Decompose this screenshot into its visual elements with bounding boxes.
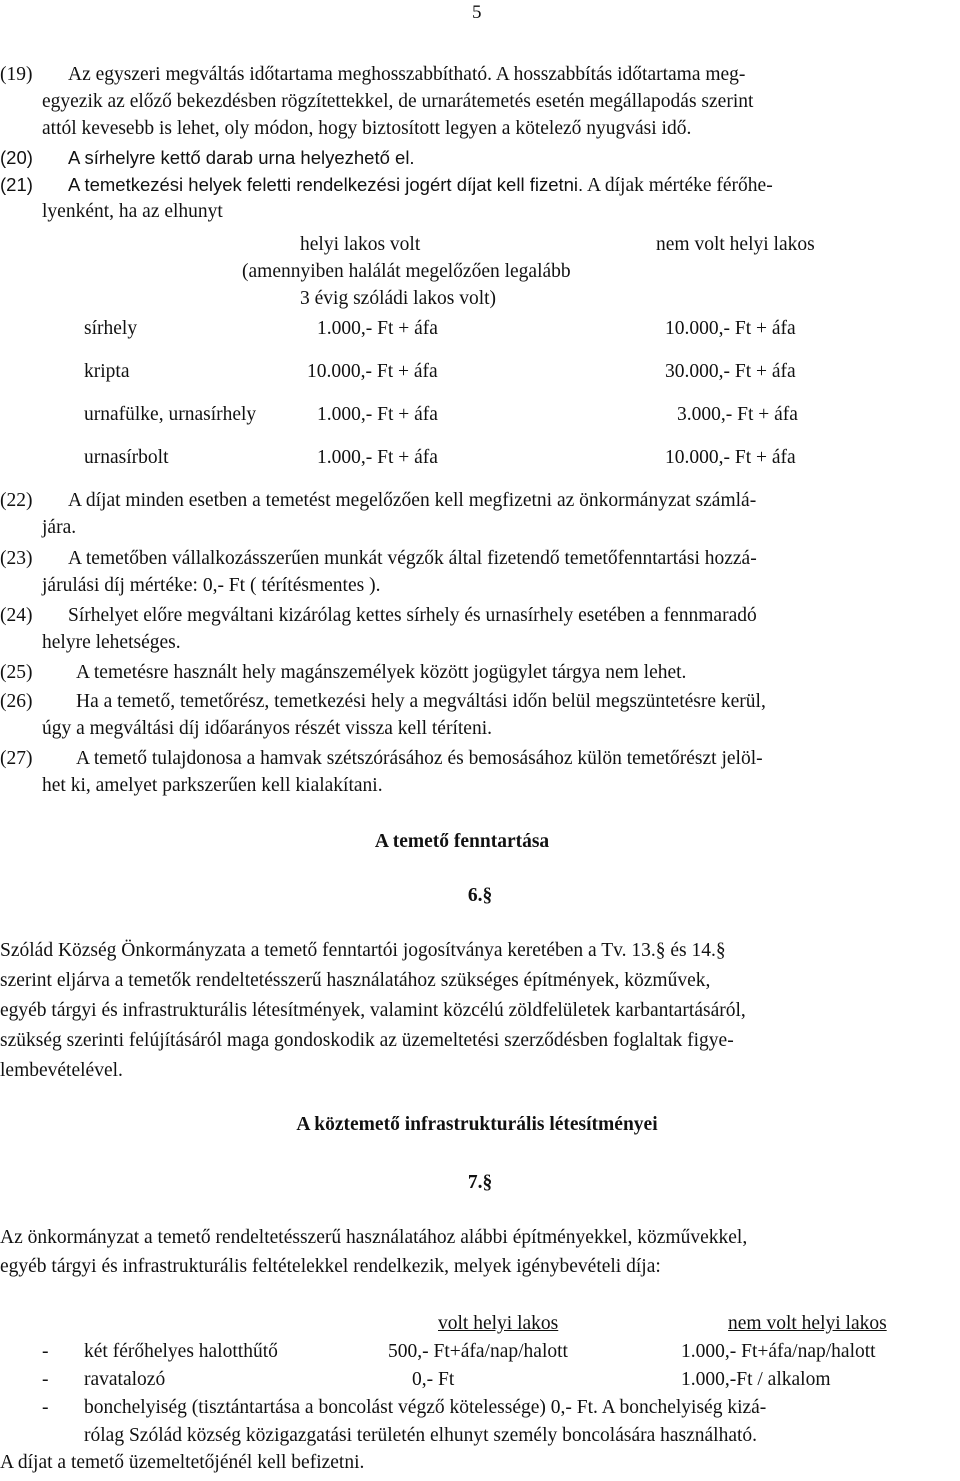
body-line: Az önkormányzat a temető rendeltetésszerű használatához alábbi építményekkel, közművekkel, xyxy=(0,1227,748,1248)
para-number: (25) xyxy=(0,662,33,683)
row-local-fee: 1.000,- Ft + áfa xyxy=(317,318,438,339)
para-line: lyenként, ha az elhunyt xyxy=(42,201,223,222)
para-line: jára. xyxy=(42,517,77,538)
item-label: ravatalozó xyxy=(84,1369,166,1390)
item-local-fee: 500,- Ft+áfa/nap/halott xyxy=(388,1341,568,1362)
para-line: járulási díj mértéke: 0,- Ft ( térítésmentes ). xyxy=(42,575,381,596)
para-number: (27) xyxy=(0,748,33,769)
row-nonlocal-fee: 30.000,- Ft + áfa xyxy=(665,361,796,382)
item-label: két férőhelyes halotthűtő xyxy=(84,1341,278,1362)
section-number: 7.§ xyxy=(467,1172,493,1193)
row-label: sírhely xyxy=(84,318,138,339)
item-dash: - xyxy=(42,1341,49,1362)
col-header-note: (amennyiben halálát megelőzően legalább xyxy=(242,261,571,282)
body-line: lembevételével. xyxy=(0,1060,123,1081)
col-header-nonlocal: nem volt helyi lakos xyxy=(728,1313,887,1334)
para-number: (20) xyxy=(0,147,33,168)
para-number: (22) xyxy=(0,490,33,511)
body-line: szerint eljárva a temetők rendeltetésszerű használatához szükséges építmények, közművek, xyxy=(0,970,711,991)
col-header-local: volt helyi lakos xyxy=(438,1313,559,1334)
para-line: A temető tulajdonosa a hamvak szétszórásához és bemosásához külön temetőrészt jelöl- xyxy=(76,748,763,769)
section-number: 6.§ xyxy=(467,885,493,906)
para-number: (23) xyxy=(0,548,33,569)
section-title: A köztemető infrastrukturális létesítményei xyxy=(296,1114,658,1135)
row-nonlocal-fee: 3.000,- Ft + áfa xyxy=(677,404,798,425)
para-line: het ki, amelyet parkszerűen kell kialakítani. xyxy=(42,775,383,796)
closing-line: A díjat a temető üzemeltetőjénél kell befizetni. xyxy=(0,1452,365,1473)
item-dash: - xyxy=(42,1397,49,1418)
row-local-fee: 1.000,- Ft + áfa xyxy=(317,447,438,468)
para-line: A temetőben vállalkozásszerűen munkát végzők által fizetendő temetőfenntartási hozzá- xyxy=(68,548,757,569)
para-line: A díjak mértéke férőhe- xyxy=(583,175,773,196)
para-number: (21) xyxy=(0,174,33,195)
row-label: urnasírbolt xyxy=(84,447,169,468)
section-title: A temető fenntartása xyxy=(374,831,550,852)
item-label: bonchelyiség (tisztántartása a boncolást végző kötelessége) 0,- Ft. A bonchelyiség kizá- xyxy=(84,1397,767,1418)
item-nonlocal-fee: 1.000,- Ft+áfa/nap/halott xyxy=(681,1341,876,1362)
page-number: 5 xyxy=(472,2,482,23)
item-local-fee: 0,- Ft xyxy=(412,1369,455,1390)
para-line: attól kevesebb is lehet, oly módon, hogy biztosított legyen a kötelező nyugvási idő. xyxy=(42,118,692,139)
row-label: kripta xyxy=(84,361,130,382)
para-line: egyezik az előző bekezdésben rögzítettekkel, de urnarátemetés esetén megállapodás szerint xyxy=(42,91,754,112)
row-label: urnafülke, urnasírhely xyxy=(84,404,257,425)
para-line: A temetkezési helyek feletti rendelkezési jogért díjat kell fizetni. xyxy=(68,174,584,195)
row-nonlocal-fee: 10.000,- Ft + áfa xyxy=(665,447,796,468)
col-header-note: 3 évig szóládi lakos volt) xyxy=(300,288,497,309)
para-number: (26) xyxy=(0,691,33,712)
para-number: (19) xyxy=(0,64,33,85)
para-line: Ha a temető, temetőrész, temetkezési hely a megváltási időn belül megszüntetésre kerül, xyxy=(76,691,766,712)
body-line: egyéb tárgyi és infrastrukturális feltételekkel rendelkezik, melyek igénybevételi díja: xyxy=(0,1256,661,1277)
body-line: egyéb tárgyi és infrastrukturális létesítmények, valamint közcélú zöldfelületek karbantartásáról, xyxy=(0,1000,746,1021)
col-header-nonlocal: nem volt helyi lakos xyxy=(656,234,815,255)
row-nonlocal-fee: 10.000,- Ft + áfa xyxy=(665,318,796,339)
para-line: A díjat minden esetben a temetést megelőzően kell megfizetni az önkormányzat számlá- xyxy=(68,490,757,511)
para-line: Az egyszeri megváltás időtartama meghosszabbítható. A hosszabbítás időtartama meg- xyxy=(68,64,746,85)
para-line: úgy a megváltási díj időarányos részét vissza kell téríteni. xyxy=(42,718,492,739)
para-line: Sírhelyet előre megváltani kizárólag kettes sírhely és urnasírhely esetében a fennmaradó xyxy=(68,605,757,626)
para-line: A temetésre használt hely magánszemélyek között jogügylet tárgya nem lehet. xyxy=(76,662,687,683)
row-local-fee: 10.000,- Ft + áfa xyxy=(307,361,438,382)
col-header-local: helyi lakos volt xyxy=(300,234,421,255)
item-dash: - xyxy=(42,1369,49,1390)
body-line: szükség szerinti felújításáról maga gondoskodik az üzemeltetési szerződésben foglaltak figye- xyxy=(0,1030,734,1051)
row-local-fee: 1.000,- Ft + áfa xyxy=(317,404,438,425)
item-nonlocal-fee: 1.000,-Ft / alkalom xyxy=(681,1369,831,1390)
para-line: helyre lehetséges. xyxy=(42,632,181,653)
item-label: rólag Szólád község közigazgatási területén elhunyt személy boncolására használható. xyxy=(84,1425,758,1446)
para-line: A sírhelyre kettő darab urna helyezhető el. xyxy=(68,147,415,168)
para-number: (24) xyxy=(0,605,33,626)
body-line: Szólád Község Önkormányzata a temető fenntartói jogosítványa keretében a Tv. 13.§ és 14.§ xyxy=(0,940,726,961)
